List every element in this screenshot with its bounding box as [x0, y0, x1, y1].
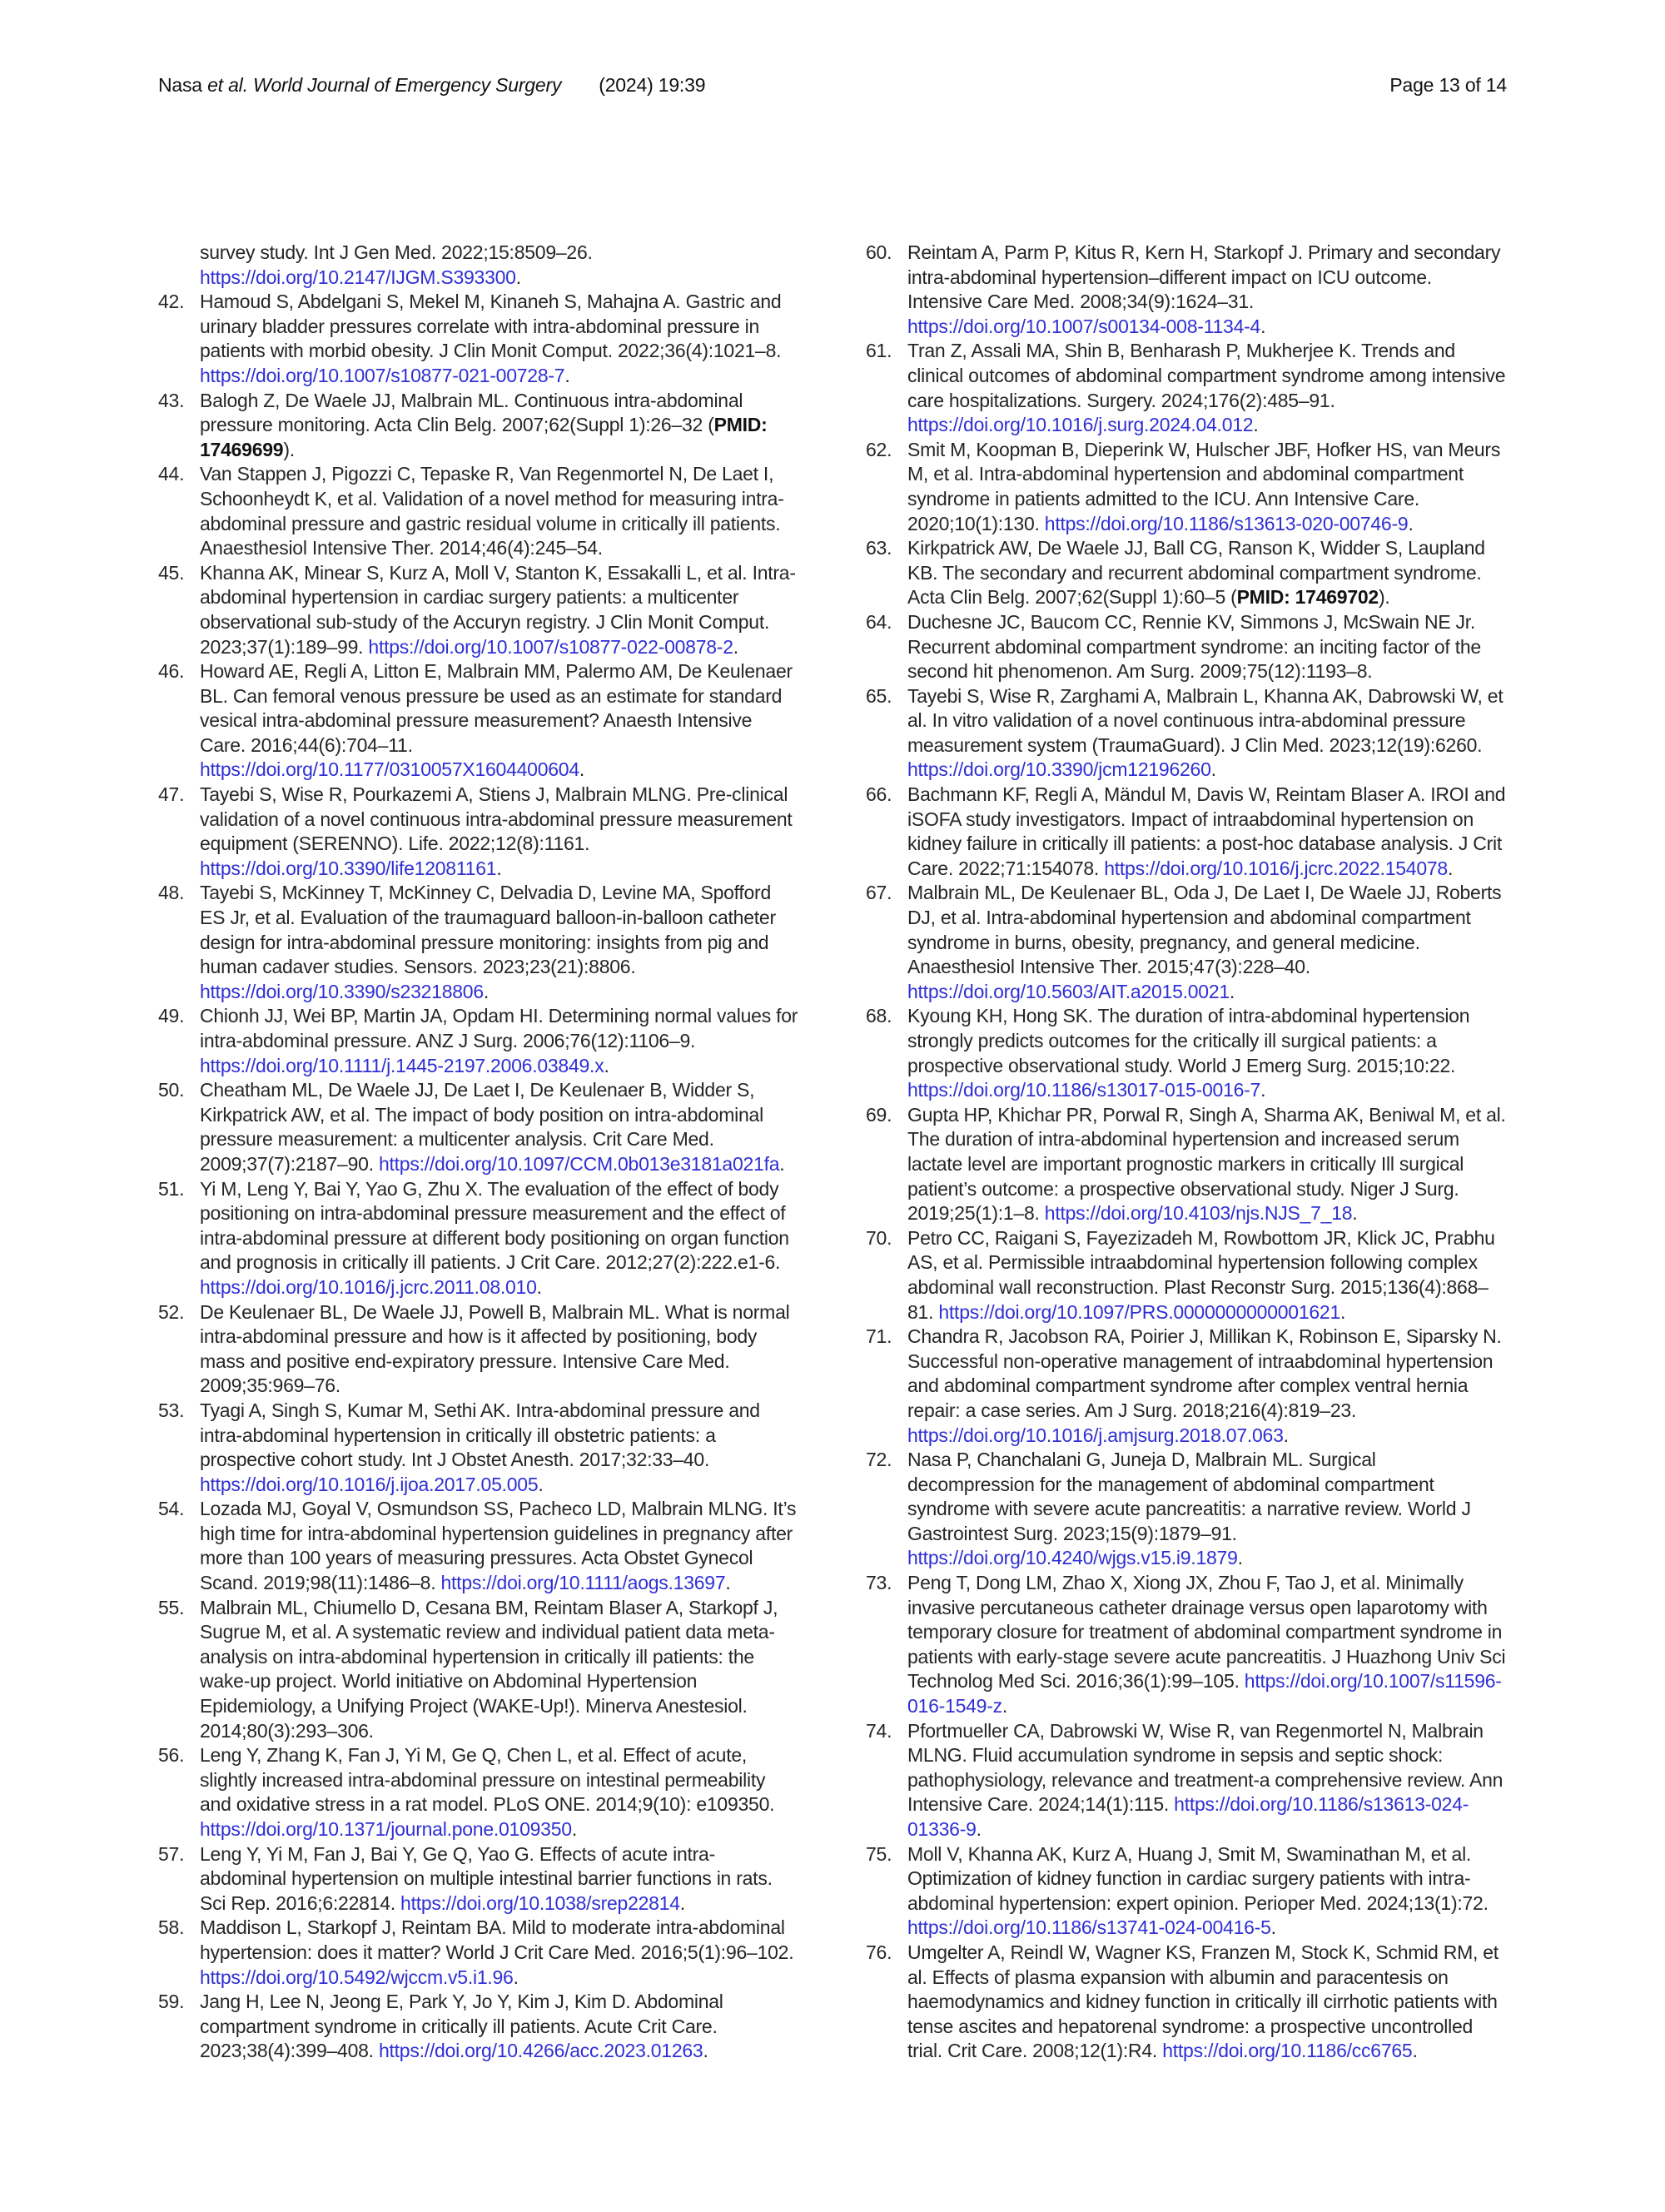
reference-number: 49. [158, 1005, 185, 1027]
reference-text [907, 1719, 1507, 1842]
reference-text [907, 339, 1507, 437]
ref-text-segment: Moll V, Khanna AK, Kurz A, Huang J, Smit M, Swaminathan M, et al. Optimization of kidney function in cardiac surgery patients with intra-abdominal hypertension: expert opinion. Perioper Med. 2024;13(1):72. [907, 1842, 1489, 1914]
reference-number: 61. [866, 340, 892, 362]
ref-text-segment: . [1408, 512, 1414, 534]
ref-text-segment: ). [1378, 586, 1390, 609]
reference-text [200, 241, 799, 290]
ref-text-segment: . [1229, 980, 1235, 1002]
reference-text [200, 1842, 799, 1916]
reference-text [200, 1743, 799, 1842]
reference-item [866, 783, 1507, 881]
ref-text-segment: Gupta HP, Khichar PR, Porwal R, Singh A, Sharma AK, Beniwal M, et al. The duration of intra-abdominal hypertension and increased serum lactate level are important prognostic markers in critically Ill surgical patient’s outcome: a prospective observational study. Niger J Surg. 2019;25(1):1–8. [907, 1103, 1506, 1225]
doi-link[interactable]: https://doi.org/10.1097/PRS.0000000000001621 [938, 1300, 1340, 1323]
reference-text [907, 1842, 1507, 1941]
doi-link[interactable]: https://doi.org/10.1186/s13017-015-0016-7 [907, 1079, 1261, 1101]
ref-text-segment: Petro CC, Raigani S, Fayezizadeh M, Rowbottom JR, Klick JC, Prabhu AS, et al. Permissible intraabdominal hypertension following complex abdominal wall reconstruction. Plast Reconstr Surg. 2015;136(4):868–81. [907, 1226, 1495, 1323]
ref-text-segment: . [564, 364, 570, 386]
reference-item [158, 462, 799, 560]
reference-text [200, 1300, 799, 1399]
doi-link[interactable]: https://doi.org/10.1186/s13613-020-00746-9 [1044, 512, 1409, 534]
ref-text-segment: Tayebi S, McKinney T, McKinney C, Delvadia D, Levine MA, Spofford ES Jr, et al. Evaluation of the traumaguard balloon-in-balloon catheter design for intra-abdominal pressure monitoring: insights from pig and human cadaver studies. Sensors. 2023;23(21):8806. [200, 882, 776, 978]
reference-number: 56. [158, 1744, 185, 1767]
reference-number: 51. [158, 1177, 185, 1200]
ref-text-segment: . [1283, 1424, 1289, 1446]
reference-text [200, 1916, 799, 1990]
ref-text-segment: . [515, 266, 521, 288]
reference-number: 44. [158, 463, 185, 485]
reference-number: 50. [158, 1079, 185, 1101]
reference-text [907, 881, 1507, 1004]
doi-link[interactable]: https://doi.org/10.1177/0310057X1604400604 [200, 758, 579, 781]
ref-text-segment: . [1237, 1547, 1243, 1569]
ref-text-segment: . [513, 1966, 519, 1988]
doi-link[interactable]: https://doi.org/10.4266/acc.2023.01263 [378, 2040, 703, 2062]
reference-number: 72. [866, 1449, 892, 1471]
reference-item [158, 1300, 799, 1399]
reference-number: 74. [866, 1719, 892, 1742]
ref-text-segment: Malbrain ML, Chiumello D, Cesana BM, Reintam Blaser A, Starkopf J, Sugrue M, et al. A systematic review and individual patient data meta-analysis on intra-abdominal hypertension in critically ill patients: the wake-up project. World initiative on Abdominal Hypertension Epidemiology, a Unifying Project (WAKE-Up!). Minerva Anestesiol. 2014;80(3):293–306. [200, 1596, 778, 1742]
reference-item [158, 881, 799, 1004]
ref-text-segment: Nasa P, Chanchalani G, Juneja D, Malbrain ML. Surgical decompression for the management of abdominal compartment syndrome with severe acute pancreatitis: a narrative review. World J Gastrointest Surg. 2023;15(9):1879–91. [907, 1449, 1471, 1544]
ref-text-segment: Leng Y, Zhang K, Fan J, Yi M, Ge Q, Chen L, et al. Effect of acute, slightly increased intra-abdominal pressure on intestinal permeability and oxidative stress in a rat model. PLoS ONE. 2014;9(10): e109350. [200, 1744, 775, 1816]
reference-text [200, 783, 799, 881]
ref-text-segment: . [1412, 2040, 1418, 2062]
reference-text [200, 389, 799, 463]
reference-text [907, 1004, 1507, 1102]
references-column-right [866, 241, 1507, 2064]
ref-text-segment: . [725, 1572, 731, 1594]
reference-text [200, 462, 799, 560]
doi-link[interactable]: https://doi.org/10.4240/wjgs.v15.i9.1879 [907, 1547, 1238, 1569]
doi-link[interactable]: https://doi.org/10.1007/s10877-021-00728-7 [200, 364, 565, 386]
reference-text [907, 241, 1507, 339]
reference-number: 63. [866, 537, 892, 559]
ref-text-segment: . [571, 1818, 577, 1840]
ref-text-segment: Hamoud S, Abdelgani S, Mekel M, Kinaneh S, Mahajna A. Gastric and urinary bladder pressures correlate with intra-abdominal pressure in patients with morbid obesity. J Clin Monit Comput. 2022;36(4):1021–8. [200, 291, 782, 362]
reference-number: 45. [158, 561, 185, 584]
reference-item [158, 1916, 799, 1990]
reference-number: 60. [866, 241, 892, 263]
ref-text-segment: Peng T, Dong LM, Zhao X, Xiong JX, Zhou F, Tao J, et al. Minimally invasive percutaneous catheter drainage versus open laparotomy with temporary closure for treatment of abdominal compartment syndrome in patients with early-stage severe acute pancreatitis. J Huazhong Univ Sci Technolog Med Sci. 2016;36(1):99–105. [907, 1572, 1506, 1693]
reference-item [866, 1842, 1507, 1941]
ref-text-segment: ). [283, 438, 295, 460]
ref-text-segment: Jang H, Lee N, Jeong E, Park Y, Jo Y, Kim J, Kim D. Abdominal compartment syndrome in critically ill patients. Acute Crit Care. 2023;38(4):399–408. [200, 1991, 723, 2062]
doi-link[interactable]: https://doi.org/10.1016/j.amjsurg.2018.07.063 [907, 1424, 1284, 1446]
reference-number: 55. [158, 1596, 185, 1618]
doi-link[interactable]: https://doi.org/10.5492/wjccm.v5.i1.96 [200, 1966, 514, 1988]
doi-link[interactable]: https://doi.org/10.1186/cc6765 [1162, 2040, 1413, 2062]
ref-text-segment: Duchesne JC, Baucom CC, Rennie KV, Simmons J, McSwain NE Jr. Recurrent abdominal compartment syndrome: an inciting factor of the second hit phenomenon. Am Surg. 2009;75(12):1193–8. [907, 610, 1481, 683]
doi-link[interactable]: https://doi.org/10.1007/s00134-008-1134-4 [907, 315, 1261, 337]
ref-text-segment: Chandra R, Jacobson RA, Poirier J, Millikan K, Robinson E, Siparsky N. Successful non-operative management of intraabdominal hypertension and abdominal compartment syndrome after complex ventral hernia repair: a case series. Am J Surg. 2018;216(4):819–23. [907, 1325, 1502, 1421]
reference-number: 58. [158, 1916, 185, 1939]
doi-link[interactable]: https://doi.org/10.3390/jcm12196260 [907, 758, 1211, 781]
reference-number: 67. [866, 882, 892, 904]
reference-number: 43. [158, 389, 185, 411]
reference-item [866, 881, 1507, 1004]
doi-link[interactable]: https://doi.org/10.1016/j.surg.2024.04.012 [907, 414, 1254, 436]
ref-text-segment: Malbrain ML, De Keulenaer BL, Oda J, De Laet I, De Waele JJ, Roberts DJ, et al. Intra-abdominal hypertension and abdominal compartment syndrome in burns, obesity, pregnancy, and general medicine. Anaesthesiol Intensive Ther. 2015;47(3):228–40. [907, 882, 1502, 978]
running-head [158, 73, 705, 97]
doi-link[interactable]: https://doi.org/10.1038/srep22814 [400, 1891, 680, 1914]
reference-text [200, 659, 799, 783]
doi-link[interactable]: https://doi.org/10.1111/aogs.13697 [440, 1572, 726, 1594]
reference-number: 69. [866, 1103, 892, 1126]
ref-text-segment: . [604, 1054, 609, 1076]
reference-number: 52. [158, 1300, 185, 1323]
ref-text-segment: . [1270, 1916, 1276, 1939]
ref-text-segment: Tayebi S, Wise R, Zarghami A, Malbrain L, Khanna AK, Dabrowski W, et al. In vitro validation of a novel continuous intra-abdominal pressure measurement system (TraumaGuard). J Clin Med. 2023;12(19):6260. [907, 684, 1503, 756]
ref-text-segment: . [679, 1891, 685, 1914]
reference-item [866, 1325, 1507, 1448]
reference-number: 46. [158, 660, 185, 683]
ref-text-segment: Smit M, Koopman B, Dieperink W, Hulscher JBF, Hofker HS, van Meurs M, et al. Intra-abdominal hypertension and abdominal compartment syndrome in patients admitted to the ICU. Ann Intensive Care. 2020;10(1):130. [907, 438, 1501, 534]
ref-text-segment: . [779, 1152, 785, 1175]
ref-text-segment: Tran Z, Assali MA, Shin B, Benharash P, Mukherjee K. Trends and clinical outcomes of abdominal compartment syndrome among intensive care hospitalizations. Surgery. 2024;176(2):485–91. [907, 340, 1506, 411]
reference-item [866, 1571, 1507, 1719]
ref-text-segment: Howard AE, Regli A, Litton E, Malbrain MM, Palermo AM, De Keulenaer BL. Can femoral venous pressure be used as an estimate for standard vesical intra-abdominal pressure measurement? Anaesth Intensive Care. 2016;44(6):704–11. [200, 660, 793, 756]
reference-text [907, 1448, 1507, 1571]
ref-text-segment: Maddison L, Starkopf J, Reintam BA. Mild to moderate intra-abdominal hypertension: does it matter? World J Crit Care Med. 2016;5(1):96–102. [200, 1916, 794, 1963]
doi-link[interactable]: https://doi.org/10.1186/s13613-024-01336-9 [907, 1793, 1469, 1840]
reference-item [158, 659, 799, 783]
ref-text-segment: . [1447, 857, 1454, 879]
reference-number: 75. [866, 1842, 892, 1865]
ref-text-segment: . [1253, 414, 1259, 436]
reference-number [158, 241, 200, 290]
reference-item [158, 1842, 799, 1916]
reference-text [200, 561, 799, 659]
ref-text-segment: Tayebi S, Wise R, Pourkazemi A, Stiens J, Malbrain MLNG. Pre-clinical validation of a novel continuous intra-abdominal pressure measurement equipment (SERENNO). Life. 2022;12(8):1161. [200, 783, 793, 855]
reference-item [158, 290, 799, 388]
reference-text [200, 290, 799, 388]
reference-number: 71. [866, 1325, 892, 1348]
ref-text-segment: . [1352, 1202, 1358, 1225]
reference-text [200, 1596, 799, 1744]
reference-item [158, 1743, 799, 1842]
reference-number: 66. [866, 783, 892, 806]
reference-item [158, 1177, 799, 1300]
doi-link[interactable]: https://doi.org/10.4103/njs.NJS_7_18 [1044, 1202, 1353, 1225]
reference-text [200, 1990, 799, 2064]
ref-text-segment: . [976, 1818, 982, 1840]
reference-item [866, 438, 1507, 536]
reference-number: 73. [866, 1572, 892, 1594]
ref-text-segment: . [733, 635, 738, 658]
reference-item [866, 536, 1507, 610]
reference-text [907, 438, 1507, 536]
reference-item [866, 684, 1507, 783]
reference-text [200, 1497, 799, 1595]
page-header [158, 73, 1507, 97]
reference-text [907, 1325, 1507, 1448]
reference-item [158, 561, 799, 659]
reference-number: 54. [158, 1498, 185, 1520]
pmid-bold: PMID: 17469699 [200, 414, 768, 460]
reference-item [158, 783, 799, 881]
doi-link[interactable]: https://doi.org/10.5603/AIT.a2015.0021 [907, 980, 1230, 1002]
page-number-label: Page 13 of 14 [1389, 74, 1507, 96]
reference-number: 76. [866, 1941, 892, 1963]
reference-item [158, 1497, 799, 1595]
reference-text [200, 881, 799, 1004]
reference-number: 70. [866, 1226, 892, 1249]
ref-text-segment: Tyagi A, Singh S, Kumar M, Sethi AK. Intra-abdominal pressure and intra-abdominal hypertension in critically ill obstetric patients: a prospective cohort study. Int J Obstet Anesth. 2017;32:33–40. [200, 1399, 760, 1471]
ref-text-segment: Pfortmueller CA, Dabrowski W, Wise R, van Regenmortel N, Malbrain MLNG. Fluid accumulation syndrome in sepsis and septic shock: pathophysiology, relevance and treatment-a comprehensive review. Ann Intensive Care. 2024;14(1):115. [907, 1719, 1503, 1816]
ref-text-segment: Kyoung KH, Hong SK. The duration of intra-abdominal hypertension strongly predicts outcomes for the critically ill surgical patients: a prospective observational study. World J Emerg Surg. 2015;10:22. [907, 1005, 1470, 1076]
doi-link[interactable]: https://doi.org/10.1111/j.1445-2197.2006.03849.x [200, 1054, 604, 1076]
reference-number: 68. [866, 1005, 892, 1027]
running-head-author: Nasa [158, 74, 208, 96]
reference-text [907, 610, 1507, 684]
reference-item [866, 1719, 1507, 1842]
reference-number: 47. [158, 783, 185, 806]
ref-text-segment: Cheatham ML, De Waele JJ, De Laet I, De Keulenaer B, Widder S, Kirkpatrick AW, et al. The impact of body position on intra-abdominal pressure measurement: a multicenter analysis. Crit Care Med. 2009;37(7):2187–90. [200, 1079, 763, 1175]
ref-text-segment: survey study. Int J Gen Med. 2022;15:8509–26. [200, 241, 593, 263]
doi-link[interactable]: https://doi.org/10.1016/j.jcrc.2011.08.010 [200, 1275, 537, 1298]
reference-text [200, 1004, 799, 1078]
reference-item [866, 1004, 1507, 1102]
doi-link[interactable]: https://doi.org/10.3390/life12081161 [200, 857, 497, 879]
reference-number: 57. [158, 1842, 185, 1865]
doi-link[interactable]: https://doi.org/10.1016/j.jcrc.2022.154078 [1104, 857, 1448, 879]
ref-text-segment: . [483, 980, 490, 1002]
reference-number: 59. [158, 1991, 185, 2013]
ref-text-segment: Reintam A, Parm P, Kitus R, Kern H, Starkopf J. Primary and secondary intra-abdominal hypertension–different impact on ICU outcome. Intensive Care Med. 2008;34(9):1624–31. [907, 241, 1501, 313]
references-section [158, 241, 1507, 2064]
reference-number: 48. [158, 882, 185, 904]
reference-text [907, 1941, 1507, 2064]
ref-text-segment: . [1210, 758, 1216, 781]
ref-text-segment: Yi M, Leng Y, Bai Y, Yao G, Zhu X. The evaluation of the effect of body positioning on intra-abdominal pressure measurement and the effect of intra-abdominal pressure at different body positioning on organ function and prognosis in critically ill patients. J Crit Care. 2012;27(2):222.e1-6. [200, 1177, 789, 1274]
reference-number: 64. [866, 610, 892, 633]
reference-text [907, 1103, 1507, 1226]
doi-link[interactable]: https://doi.org/10.1097/CCM.0b013e3181a021fa [378, 1152, 780, 1175]
reference-item [158, 241, 799, 290]
ref-text-segment: . [579, 758, 585, 781]
ref-text-segment: Kirkpatrick AW, De Waele JJ, Ball CG, Ranson K, Widder S, Laupland KB. The secondary and recurrent abdominal compartment syndrome. Acta Clin Belg. 2007;62(Suppl 1):60–5 ( [907, 537, 1485, 609]
reference-number: 42. [158, 291, 185, 313]
ref-text-segment: . [496, 857, 502, 879]
ref-text-segment: . [703, 2040, 708, 2062]
ref-text-segment: . [1260, 315, 1266, 337]
ref-text-segment: Balogh Z, De Waele JJ, Malbrain ML. Continuous intra-abdominal pressure monitoring. Acta Clin Belg. 2007;62(Suppl 1):26–32 ( [200, 389, 743, 436]
ref-text-segment: . [1260, 1079, 1266, 1101]
reference-item [866, 1448, 1507, 1571]
reference-number: 62. [866, 438, 892, 460]
doi-link[interactable]: https://doi.org/10.1016/j.ijoa.2017.05.005 [200, 1473, 539, 1495]
pmid-bold: PMID: 17469702 [1236, 586, 1379, 609]
reference-item [158, 1004, 799, 1078]
ref-text-segment: Umgelter A, Reindl W, Wagner KS, Franzen M, Stock K, Schmid RM, et al. Effects of plasma expansion with albumin and paracentesis on haemodynamics and kidney function in critically ill cirrhotic patients with tense ascites and hepatorenal syndrome: a prospective uncontrolled trial. Crit Care. 2008;12(1):R4. [907, 1941, 1498, 2062]
reference-item [158, 1399, 799, 1497]
ref-text-segment: Bachmann KF, Regli A, Mändul M, Davis W, Reintam Blaser A. IROI and iSOFA study investigators. Impact of intraabdominal hypertension on kidney failure in critically ill patients: a post-hoc database analysis. J Crit Care. 2022;71:154078. [907, 783, 1506, 879]
ref-text-segment: Lozada MJ, Goyal V, Osmundson SS, Pacheco LD, Malbrain MLNG. It’s high time for intra-abdominal hypertension guidelines in pregnancy after more than 100 years of measuring pressures. Acta Obstet Gynecol Scand. 2019;98(11):1486–8. [200, 1498, 797, 1594]
ref-text-segment: Van Stappen J, Pigozzi C, Tepaske R, Van Regenmortel N, De Laet I, Schoonheydt K, et al. Validation of a novel method for measuring intra-abdominal pressure and gastric residual volume in critically ill patients. Anaesthesiol Intensive Ther. 2014;46(4):245–54. [200, 463, 784, 559]
reference-item [866, 610, 1507, 684]
doi-link[interactable]: https://doi.org/10.2147/IJGM.S393300 [200, 266, 516, 288]
ref-text-segment: . [1001, 1695, 1007, 1717]
reference-item [158, 1596, 799, 1744]
reference-item [866, 1226, 1507, 1325]
reference-number: 53. [158, 1399, 185, 1421]
reference-text [907, 536, 1507, 610]
reference-text [200, 1078, 799, 1176]
reference-item [866, 339, 1507, 437]
reference-item [866, 1103, 1507, 1226]
doi-link[interactable]: https://doi.org/10.1007/s11596-016-1549-z [907, 1670, 1502, 1717]
reference-text [907, 1226, 1507, 1325]
reference-text [907, 783, 1507, 881]
reference-item [158, 1990, 799, 2064]
reference-item [866, 241, 1507, 339]
doi-link[interactable]: https://doi.org/10.1186/s13741-024-00416-5 [907, 1916, 1271, 1939]
ref-text-segment: Chionh JJ, Wei BP, Martin JA, Opdam HI. Determining normal values for intra-abdominal pressure. ANZ J Surg. 2006;76(12):1106–9. [200, 1005, 798, 1051]
ref-text-segment: . [1340, 1300, 1346, 1323]
reference-item [158, 1078, 799, 1176]
doi-link[interactable]: https://doi.org/10.3390/s23218806 [200, 980, 484, 1002]
doi-link[interactable]: https://doi.org/10.1007/s10877-022-00878-2 [368, 635, 733, 658]
reference-item [866, 1941, 1507, 2064]
reference-text [200, 1177, 799, 1300]
reference-text [200, 1399, 799, 1497]
ref-text-segment: Khanna AK, Minear S, Kurz A, Moll V, Stanton K, Essakalli L, et al. Intra-abdominal hypertension in cardiac surgery patients: a multicenter observational sub-study of the Accuryn registry. J Clin Monit Comput. 2023;37(1):189–99. [200, 561, 796, 658]
doi-link[interactable]: https://doi.org/10.1371/journal.pone.0109350 [200, 1818, 572, 1840]
ref-text-segment: Leng Y, Yi M, Fan J, Bai Y, Ge Q, Yao G. Effects of acute intra-abdominal hypertension on multiple intestinal barrier functions in rats. Sci Rep. 2016;6:22814. [200, 1842, 773, 1914]
ref-text-segment: . [536, 1275, 542, 1298]
running-head-journal: et al. World Journal of Emergency Surgery [207, 74, 562, 96]
running-head-volume: (2024) 19:39 [599, 74, 706, 96]
reference-text [907, 1571, 1507, 1719]
ref-text-segment: . [538, 1473, 544, 1495]
reference-number: 65. [866, 684, 892, 707]
reference-item [158, 389, 799, 463]
ref-text-segment: De Keulenaer BL, De Waele JJ, Powell B, Malbrain ML. What is normal intra-abdominal pressure and how is it affected by positioning, body mass and positive end-expiratory pressure. Intensive Care Med. 2009;35:969–76. [200, 1300, 790, 1397]
references-column-left [158, 241, 799, 2064]
reference-text [907, 684, 1507, 783]
